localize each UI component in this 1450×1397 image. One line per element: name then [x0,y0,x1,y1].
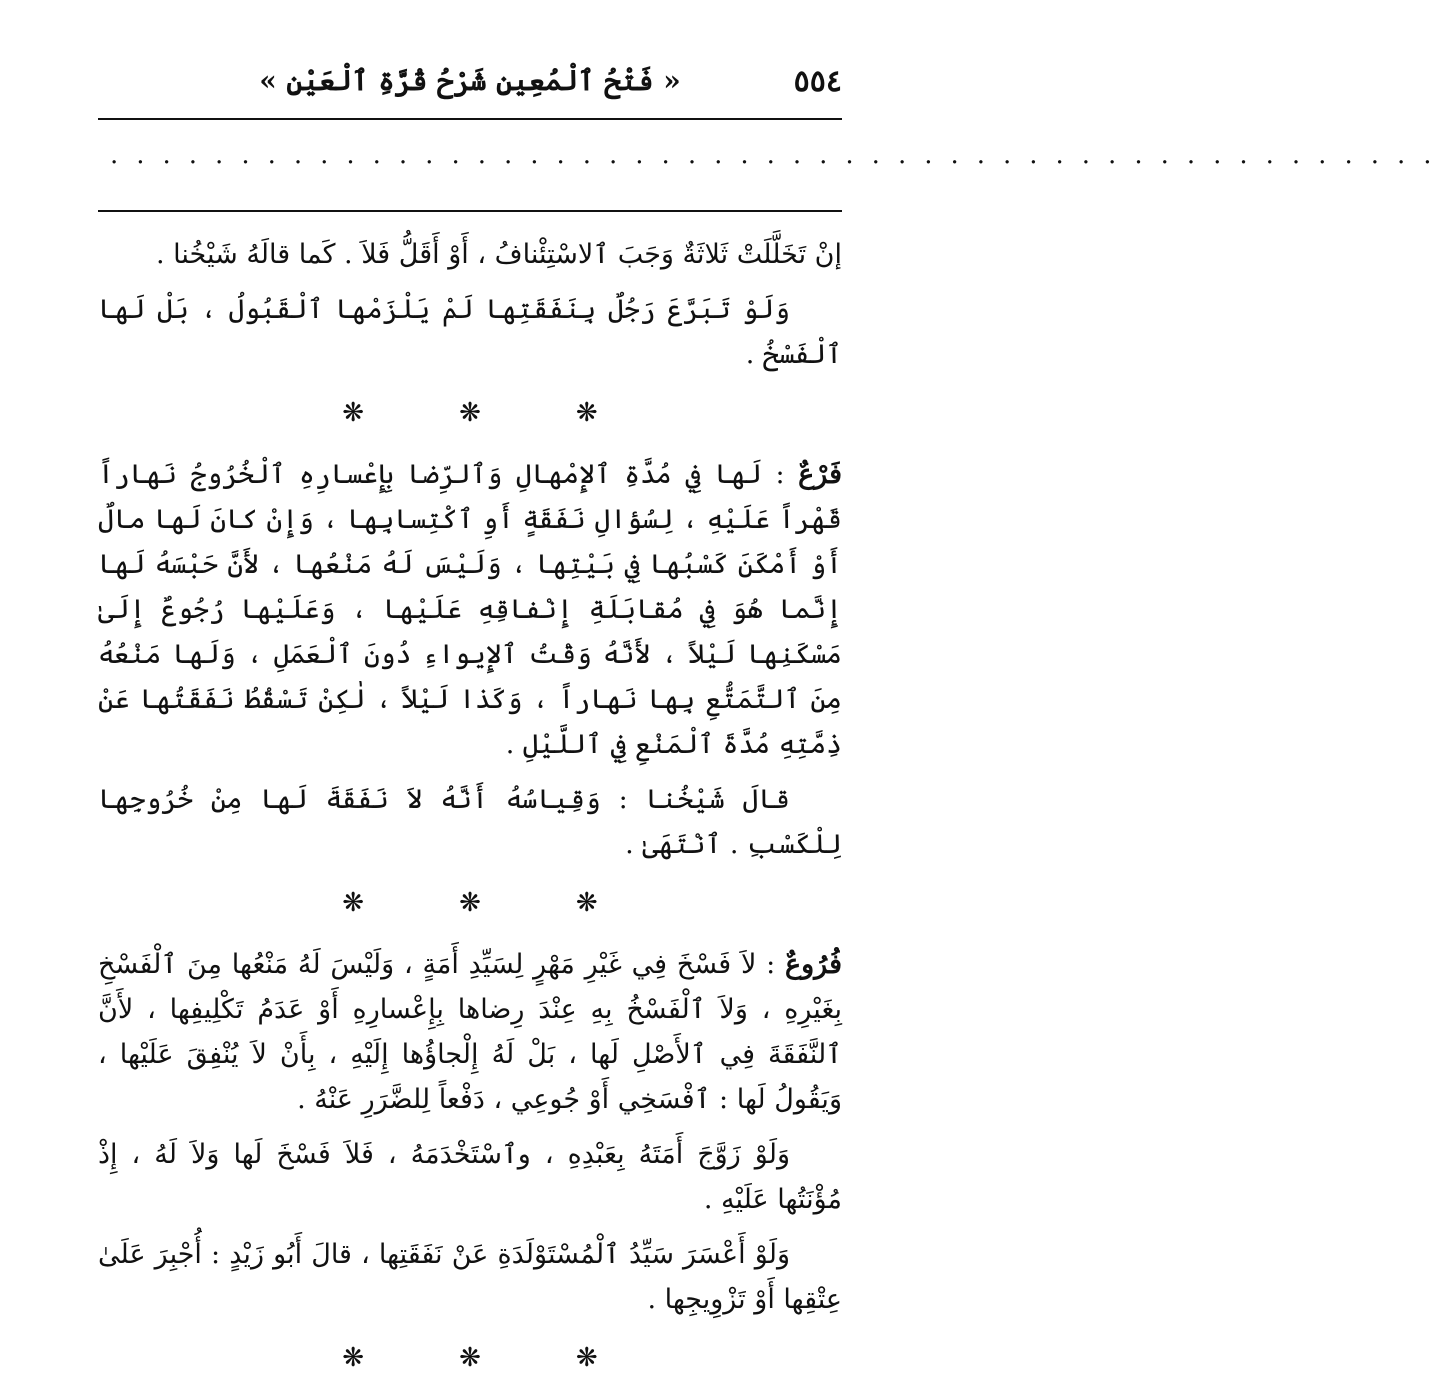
footnote-placeholder-dots: ................................................... [110,140,1450,170]
star-ornament-icon: ❋ [459,398,481,428]
paragraph [98,1232,842,1322]
section-separator [98,1336,842,1381]
star-ornament-icon: ❋ [342,888,365,918]
paragraph-text: إنْ تَخَلَّلَتْ ثَلاثَةٌ وَجَبَ ٱلاسْتِئْنافُ ، أَوْ أَقَلُّ فَلاَ . كَما قالَهُ شَيْخُنا . [156,239,842,270]
star-ornament-icon: ❋ [575,1343,598,1373]
paragraph-text: قالَ شَيْخُنا : وَقِياسُهُ أَنَّهُ لاَ نَفَقَةَ لَها مِنْ خُرُوجِها لِلْكَسْبِ . ٱنْتَهَىٰ . [98,784,842,860]
paragraph [98,777,842,867]
paragraph-text: : لَها فِي مُدَّةِ ٱلإِمْهالِ وَٱلرِّضا بِإِعْسارِهِ ٱلْخُرُوجُ نَهاراً قَهْراً عَلَيْهِ ، لِسُؤالِ نَفَقَةٍ أَوِ ٱكْتِسابِها ، وَإِنْ كانَ لَها مالٌ أَوْ أَمْكَنَ كَسْبُها فِي بَيْتِها ، وَلَيْسَ لَهُ مَنْعُها ، لأَنَّ حَبْسَهُ لَها إِنَّما هُوَ فِي مُقابَلَةِ إِنْفاقِهِ عَلَيْها ، وَعَلَيْها رُجُوعٌ إِلَىٰ مَسْكَنِها لَيْلاً ، لأَنَّهُ وَقْتُ ٱلإِيواءِ دُونَ ٱلْعَمَلِ ، وَلَها مَنْعُهُ مِنَ ٱلتَّمَتُّعِ بِها نَهاراً ، وَكَذا لَيْلاً ، لٰكِنْ تَسْقُطُ نَفَقَتُها عَنْ ذِمَّتِهِ مُدَّةَ ٱلْمَنْعِ فِي ٱللَّيْلِ . [98,459,842,760]
star-ornament-icon: ❋ [575,888,598,918]
paragraph [98,1132,842,1222]
paragraph-text: وَلَوْ أَعْسَرَ سَيِّدُ ٱلْمُسْتَوْلَدَةِ عَنْ نَفَقَتِها ، قالَ أَبُو زَيْدٍ : أُجْبِرَ عَلَىٰ عِتْقِها أَوْ تَزْوِيجِها . [98,1239,842,1315]
page-header [98,52,842,116]
main-text [98,232,842,1397]
paragraph-text: وَلَوْ زَوَّجَ أَمَتَهُ بِعَبْدِهِ ، وٱسْتَخْدَمَهُ ، فَلاَ فَسْخَ لَها وَلاَ لَهُ ، إِذْ مُؤْنَتُها عَلَيْهِ . [98,1139,842,1215]
paragraph [98,942,842,1122]
section-separator [98,881,842,926]
paragraph [98,452,842,767]
running-title: « فَتْحُ ٱلْمُعِينِ شَرْحُ قُرَّةِ ٱلْعَيْنِ » [259,64,681,97]
section-separator [98,391,842,436]
page-number: ٥٥٤ [793,64,842,99]
star-ornament-icon: ❋ [342,398,365,428]
paragraph [98,232,842,277]
section-heading: فَرْعٌ [798,459,842,490]
footnote-divider-rule [98,210,842,212]
star-ornament-icon: ❋ [459,1343,481,1373]
paragraph-text: : لاَ فَسْخَ فِي غَيْرِ مَهْرٍ لِسَيِّدِ أَمَةٍ ، وَلَيْسَ لَهُ مَنْعُها مِنَ ٱلْفَسْخِ بِغَيْرِهِ ، وَلاَ ٱلْفَسْخُ بِهِ عِنْدَ رِضاها بِإِعْسارِهِ أَوْ عَدَمُ تَكْلِيفِها ، لأَنَّ ٱلنَّفَقَةَ فِي ٱلأَصْلِ لَها ، بَلْ لَهُ إِلْجاؤُها إِلَيْهِ ، بِأَنْ لاَ يُنْفِقَ عَلَيْها ، وَيَقُولُ لَها : ٱفْسَخِي أَوْ جُوعِي ، دَفْعاً لِلضَّرَرِ عَنْهُ . [98,949,842,1115]
section-heading: فُرُوعٌ [785,949,842,980]
paragraph-text: وَلَوْ تَبَرَّعَ رَجُلٌ بِنَفَقَتِها لَمْ يَلْزَمْها ٱلْقَبُولُ ، بَلْ لَها ٱلْفَسْخُ . [98,294,842,370]
star-ornament-icon: ❋ [575,398,598,428]
star-ornament-icon: ❋ [459,888,481,918]
star-ornament-icon: ❋ [342,1343,365,1373]
paragraph [98,287,842,377]
header-rule [98,118,842,120]
